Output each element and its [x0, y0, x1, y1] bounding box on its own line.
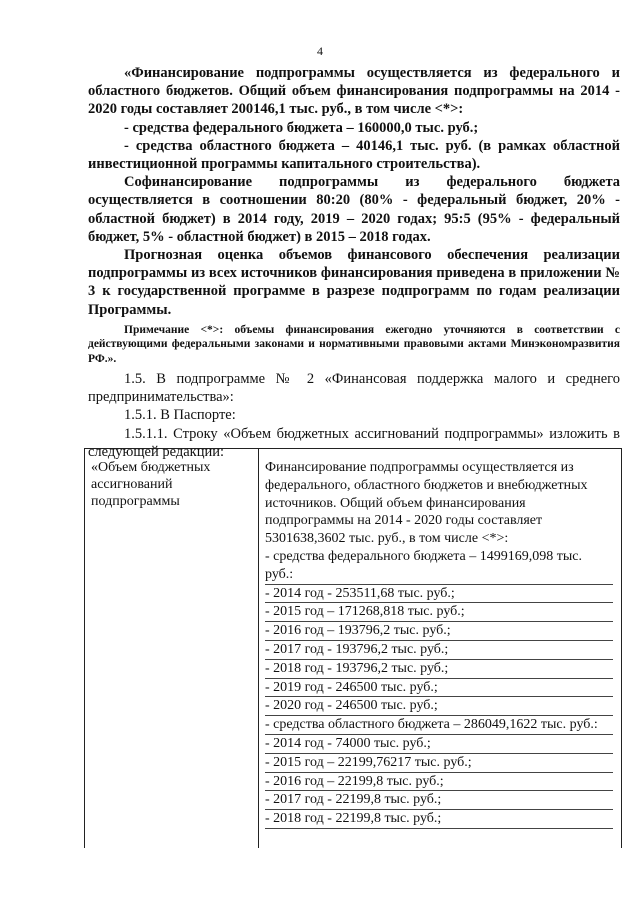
page-number: 4 — [317, 44, 323, 58]
federal-year-row: - 2015 год – 171268,818 тыс. руб.; — [265, 603, 613, 622]
paragraph-financing: «Финансирование подпрограммы осуществляется из федерального и областного бюджетов. Общий объем финансирования подпрограммы на 2014 - 2020 годы составляет 200146,1 тыс. руб., в том числе <*>: — [88, 65, 620, 118]
paragraph-forecast: Прогнозная оценка объемов финансового обеспечения реализации подпрограммы из всех источников финансирования приведена в приложении № 3 к государственной программе в разрезе подпрограмм по годам реализации Программы. — [88, 247, 620, 318]
regional-year-row: - 2014 год - 74000 тыс. руб.; — [265, 735, 613, 754]
body-text — [88, 64, 620, 461]
table-right-cell — [259, 449, 621, 848]
subsection-passport: 1.5.1. В Паспорте: — [124, 407, 236, 424]
federal-year-row: - 2016 год – 193796,2 тыс. руб.; — [265, 622, 613, 641]
section-title: 1.5. В подпрограмме № 2 «Финансовая поддержка малого и среднего предпринимательства»: — [88, 371, 620, 406]
regional-year-row: - 2016 год – 22199,8 тыс. руб.; — [265, 773, 613, 792]
paragraph-cofinancing: Софинансирование подпрограммы из федерального бюджета осуществляется в соотношении 80:20 (80% - федеральный бюджет, 20% - областной бюджет) в 2014 году, 2019 – 2020 годах; 95:5 (95% - федеральный бюджет, 5% - областной бюджет) в 2015 – 2018 годах. — [88, 174, 620, 245]
table-left-cell: «Объем бюджетных ассигнований подпрограммы — [85, 449, 259, 848]
regional-header: - средства областного бюджета – 286049,1622 тыс. руб.: — [265, 716, 613, 735]
federal-year-row: - 2018 год - 193796,2 тыс. руб.; — [265, 660, 613, 679]
subsection-row-edit: 1.5.1.1. Строку «Объем бюджетных ассигнований подпрограммы» изложить в следующей редакции: — [88, 425, 620, 460]
federal-year-row: - 2017 год - 193796,2 тыс. руб.; — [265, 641, 613, 660]
federal-year-row: - 2020 год - 246500 тыс. руб.; — [265, 697, 613, 716]
budget-table — [84, 448, 622, 848]
federal-header: - средства федерального бюджета – 1499169,098 тыс. руб.: — [265, 548, 613, 585]
paragraph-regional-funds: - средства областного бюджета – 40146,1 тыс. руб. (в рамках областной инвестиционной программы капитального строительства). — [88, 137, 620, 173]
regional-year-row: - 2015 год – 22199,76217 тыс. руб.; — [265, 754, 613, 773]
paragraph-federal-funds: - средства федерального бюджета – 160000,0 тыс. руб.; — [124, 119, 479, 136]
note-paragraph: Примечание <*>: объемы финансирования ежегодно уточняются в соответствии с действующими федеральными законами и нормативными правовыми актами Минэкономразвития РФ.». — [88, 323, 620, 365]
regional-year-row: - 2018 год - 22199,8 тыс. руб.; — [265, 810, 613, 829]
table-intro: Финансирование подпрограммы осуществляется из федерального, областного бюджетов и внебюджетных источников. Общий объем финансирования подпрограммы на 2014 - 2020 годы составляет 5301638,3602 тыс. руб., в том числе <*>: — [265, 460, 588, 547]
regional-year-row: - 2017 год - 22199,8 тыс. руб.; — [265, 791, 613, 810]
federal-year-row: - 2014 год - 253511,68 тыс. руб.; — [265, 585, 613, 604]
federal-year-row: - 2019 год - 246500 тыс. руб.; — [265, 679, 613, 698]
